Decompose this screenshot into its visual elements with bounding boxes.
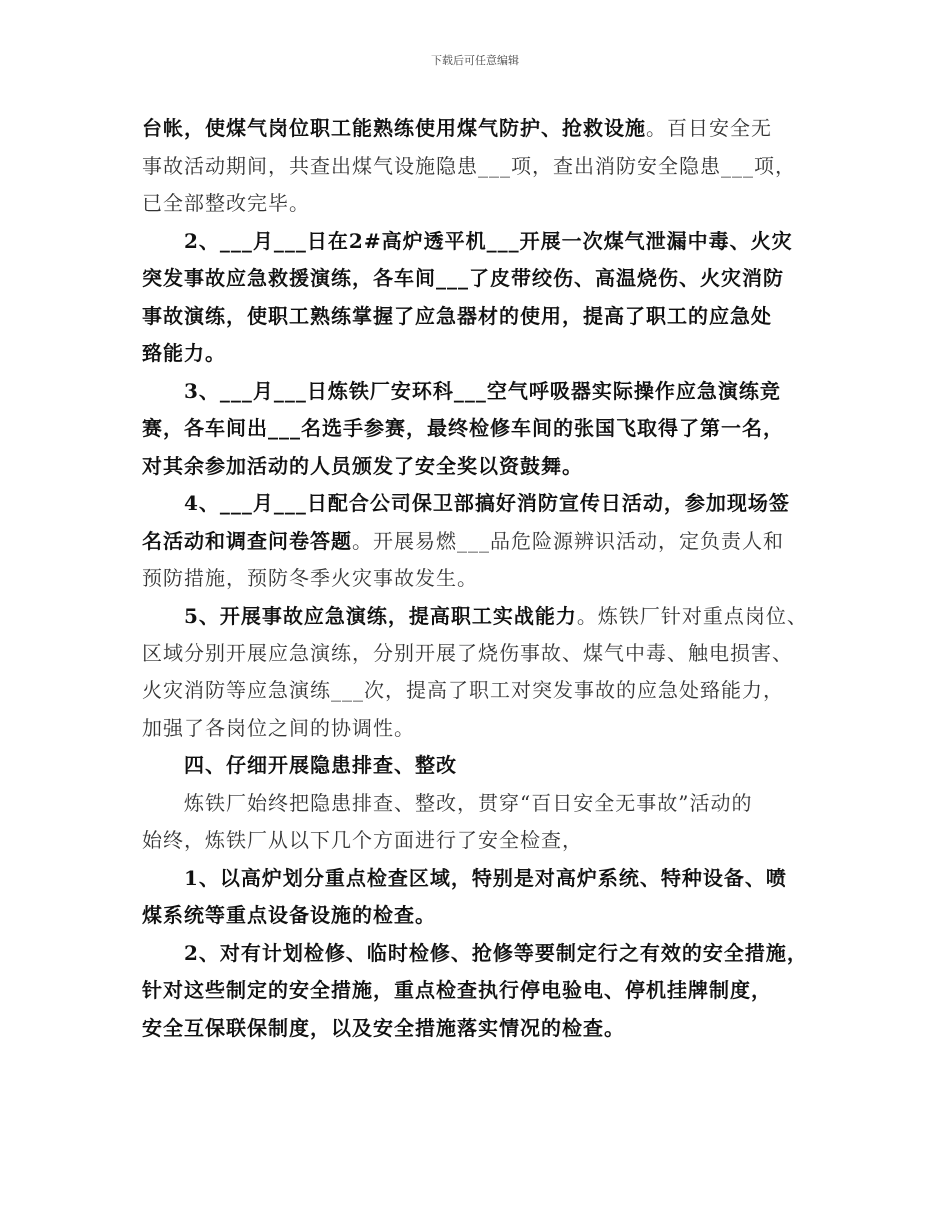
text-normal: 炼铁厂始终把隐患排查、整改，贯穿“百日安全无事故”活动的 (184, 791, 753, 815)
text-bold: 1、以高炉划分重点检查区域，特别是对高炉系统、特种设备、喷 (184, 866, 787, 890)
text-line (142, 566, 478, 590)
text-bold: 煤系统等重点设备设施的检查。 (142, 903, 436, 927)
text-normal: 预防措施，预防冬季火灾事故发生。 (142, 566, 478, 590)
text-bold: 4、___月___日配合公司保卫部搞好消防宣传日活动，参加现场签 (184, 491, 790, 515)
text-normal: 加强了各岗位之间的协调性。 (142, 716, 415, 740)
text-line (142, 266, 784, 290)
text-normal: 始终，炼铁厂从以下几个方面进行了安全检查， (142, 828, 583, 852)
text-line (184, 791, 752, 815)
text-bold: 5、开展事故应急演练，提高职工实战能力 (184, 604, 577, 628)
text-bold: 台帐，使煤气岗位职工能熟练使用煤气防护、抢救设施 (142, 116, 646, 140)
text-line (184, 604, 808, 628)
page-header: 下载后可任意编辑 (431, 54, 519, 67)
text-line (142, 716, 415, 740)
text-bold: 臵能力。 (142, 341, 226, 365)
text-normal: 。炼铁厂针对重点岗位、 (576, 604, 808, 628)
text-normal: 。百日安全无 (646, 116, 772, 140)
text-normal: 。开展易燃___品危险源辨识活动，定负责人和 (352, 529, 784, 553)
text-bold: 事故演练，使职工熟练掌握了应急器材的使用，提高了职工的应急处 (142, 304, 772, 328)
text-normal: 火灾消防等应急演练___次，提高了职工对突发事故的应急处臵能力， (142, 678, 784, 702)
text-line (142, 529, 784, 553)
text-bold: 突发事故应急救援演练，各车间___了皮带绞伤、高温烧伤、火灾消防 (142, 266, 784, 290)
text-line (142, 191, 310, 215)
text-line (184, 866, 787, 890)
text-line (184, 379, 781, 403)
text-line (142, 828, 583, 852)
text-line (142, 978, 772, 1002)
section-heading (184, 753, 457, 777)
text-line (142, 903, 436, 927)
text-line (142, 154, 796, 178)
text-line (142, 416, 784, 440)
text-bold: 名活动和调查问卷答题 (142, 529, 352, 553)
text-normal: 已全部整改完毕。 (142, 191, 310, 215)
text-bold: 2、___月___日在2#高炉透平机___开展一次煤气泄漏中毒、火灾 (184, 229, 793, 253)
text-line (142, 116, 772, 140)
text-line (142, 304, 772, 328)
text-bold: 2、对有计划检修、临时检修、抢修等要制定行之有效的安全措施， (184, 941, 808, 965)
text-bold: 针对这些制定的安全措施，重点检查执行停电验电、停机挂牌制度， (142, 978, 772, 1002)
text-line (142, 454, 583, 478)
text-line (142, 641, 793, 665)
text-line (184, 941, 808, 965)
text-line (142, 678, 784, 702)
text-line (142, 1016, 625, 1040)
text-line (142, 341, 226, 365)
text-bold: 3、___月___日炼铁厂安环科___空气呼吸器实际操作应急演练竞 (184, 379, 781, 403)
text-normal: 区域分别开展应急演练，分别开展了烧伤事故、煤气中毒、触电损害、 (142, 641, 793, 665)
text-bold: 安全互保联保制度，以及安全措施落实情况的检查。 (142, 1016, 625, 1040)
text-normal: 事故活动期间，共查出煤气设施隐患___项，查出消防安全隐患___项， (142, 154, 796, 178)
text-line (184, 491, 790, 515)
text-bold: 四、仔细开展隐患排查、整改 (184, 753, 457, 777)
text-line (184, 229, 793, 253)
text-bold: 对其余参加活动的人员颁发了安全奖以资鼓舞。 (142, 454, 583, 478)
text-bold: 赛，各车间出___名选手参赛，最终检修车间的张国飞取得了第一名， (142, 416, 784, 440)
